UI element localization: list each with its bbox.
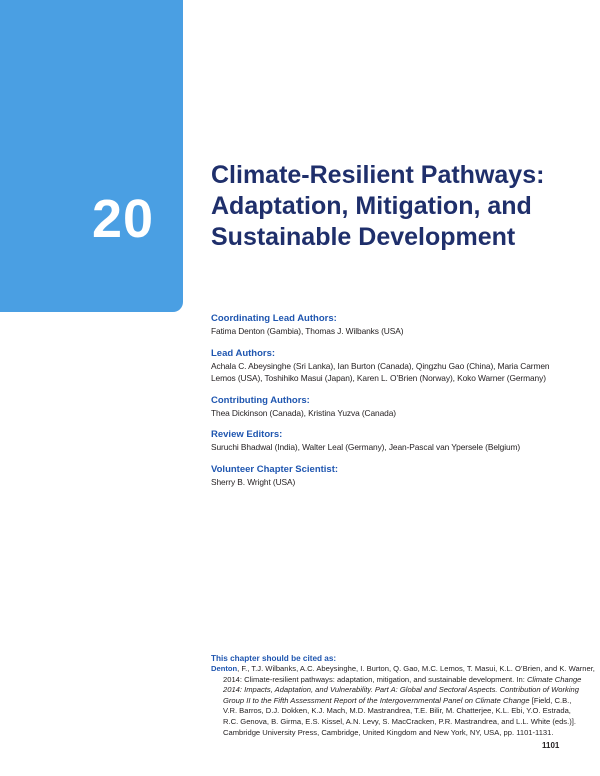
credits-section-volunteer-chapter-scientist (211, 464, 591, 489)
chapter-number: 20 (92, 189, 155, 249)
citation-line: 2014: Impacts, Adaptation, and Vulnerability. Part A: Global and Sectoral Aspects. Contribution of Working (223, 685, 579, 695)
credits-section-coordinating-lead-authors (211, 313, 591, 338)
section-heading: Lead Authors: (211, 347, 276, 359)
citation-text-segment: , F., T.J. Wilbanks, A.C. Abeysinghe, I. Burton, Q. Gao, M.C. Lemos, T. Masui, K.L. O’Brien, and K. Warner, (237, 664, 595, 673)
citation-line (211, 664, 595, 675)
chapter-title (211, 160, 581, 253)
section-heading: Review Editors: (211, 429, 283, 440)
section-heading: Coordinating Lead Authors: (211, 313, 337, 324)
section-text: Fatima Denton (Gambia), Thomas J. Wilbanks (USA) (211, 326, 404, 336)
credits-section-contributing-authors (211, 395, 591, 420)
citation-text (211, 664, 595, 738)
citation-lead-author: Denton (211, 664, 238, 673)
chapter-title-line: Sustainable Development (211, 223, 516, 251)
citation-line: Cambridge University Press, Cambridge, United Kingdom and New York, NY, USA, pp. 1101-1131. (223, 727, 554, 737)
citation-block (211, 653, 595, 738)
citation-book-title: Climate Change (526, 674, 582, 684)
section-text: Achala C. Abeysinghe (Sri Lanka), Ian Burton (Canada), Qingzhu Gao (China), Maria Carmen (211, 360, 550, 371)
section-text: Suruchi Bhadwal (India), Walter Leal (Germany), Jean-Pascal van Ypersele (Belgium) (211, 442, 521, 452)
chapter-color-block (0, 0, 183, 312)
page-number: 1101 (542, 741, 560, 750)
citation-text-segment: 2014: Climate-resilient pathways: adaptation, mitigation, and sustainable development. In: (223, 674, 527, 684)
section-text: Sherry B. Wright (USA) (211, 476, 296, 487)
citation-text-segment: [Field, C.B., (529, 695, 572, 705)
citation-line: R.C. Genova, B. Girma, E.S. Kissel, A.N. Levy, S. MacCracken, P.R. Mastrandrea, and L.L. White (eds.)]. (223, 716, 576, 726)
citation-line (211, 696, 571, 707)
section-text: Thea Dickinson (Canada), Kristina Yuzva (Canada) (211, 407, 396, 418)
author-credits (211, 313, 591, 498)
citation-heading: This chapter should be cited as: (211, 654, 337, 663)
credits-section-review-editors (211, 429, 591, 454)
citation-line: V.R. Barros, D.J. Dokken, K.J. Mach, M.D. Mastrandrea, T.E. Bilir, M. Chatterjee, K.L. Ebi, Y.O. Estrada, (223, 706, 571, 716)
chapter-title-line: Adaptation, Mitigation, and (211, 192, 532, 220)
citation-book-title: Group II to the Fifth Assessment Report of the Intergovernmental Panel on Climate Change (223, 695, 530, 705)
section-text: Lemos (USA), Toshihiko Masui (Japan), Karen L. O’Brien (Norway), Koko Warner (Germany) (211, 373, 546, 383)
citation-line (211, 674, 582, 686)
credits-section-lead-authors (211, 348, 591, 385)
chapter-title-line: Climate-Resilient Pathways: (211, 161, 545, 189)
section-heading: Contributing Authors: (211, 394, 310, 406)
section-heading: Volunteer Chapter Scientist: (211, 463, 339, 475)
